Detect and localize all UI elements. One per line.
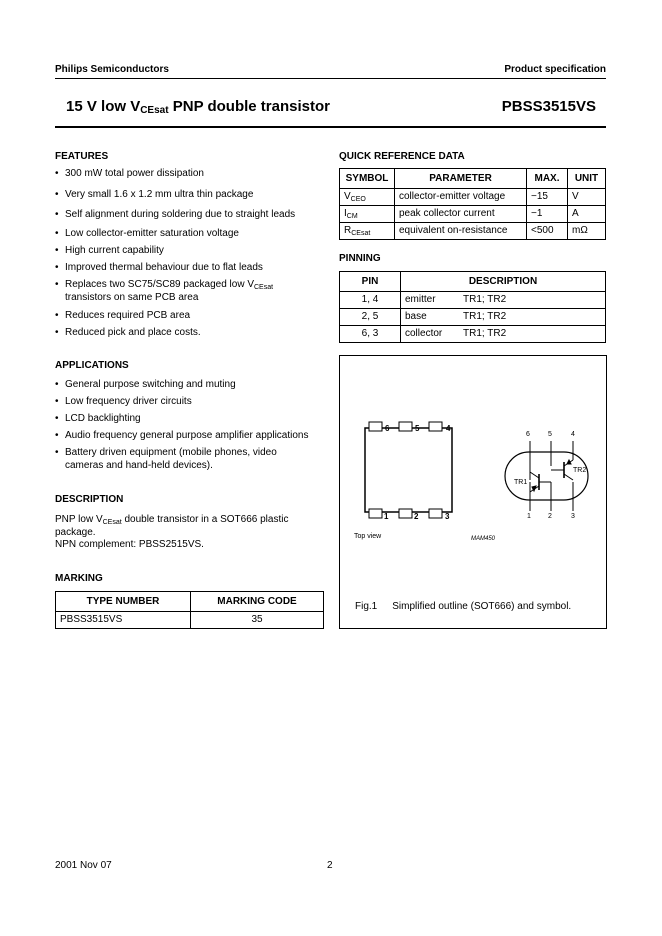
symbol-envelope — [505, 452, 588, 500]
table-row — [340, 326, 606, 343]
tr2-arrow — [567, 460, 571, 464]
symbol-pin-number: 6 — [526, 431, 530, 438]
transistor-cell: TR1; TR2 — [459, 326, 606, 343]
description-line: NPN complement: PBSS2515VS. — [55, 539, 204, 550]
tr1-label: TR1 — [514, 479, 528, 486]
symbol-cell — [340, 206, 395, 223]
pin-number: 1 — [384, 512, 389, 521]
caption-text: Simplified outline (SOT666) and symbol. — [392, 601, 572, 612]
parameter-cell: collector-emitter voltage — [395, 189, 527, 206]
drawing-code: MAM450 — [471, 536, 496, 542]
title-subscript: CEsat — [140, 105, 169, 116]
symbol-labels — [514, 431, 586, 520]
marking-heading: MARKING — [55, 573, 103, 584]
pin-pad — [369, 422, 382, 431]
footer-date: 2001 Nov 07 — [55, 860, 112, 871]
applications-heading: APPLICATIONS — [55, 360, 129, 371]
description-cell: collector — [401, 326, 460, 343]
list-item: • 300 mW total power dissipation — [55, 168, 204, 181]
quick-reference-heading: QUICK REFERENCE DATA — [339, 151, 465, 162]
pin-number: 6 — [385, 424, 390, 433]
symbol-cell — [340, 223, 395, 240]
description-subscript: CEsat — [102, 519, 122, 526]
symbol-pin-number: 2 — [548, 513, 552, 520]
pin-number: 3 — [445, 512, 450, 521]
parameter-cell: peak collector current — [395, 206, 527, 223]
table-header-row — [340, 169, 606, 189]
column-header: DESCRIPTION — [401, 272, 606, 292]
pinning-heading: PINNING — [339, 253, 381, 264]
pin-pad — [429, 422, 442, 431]
table-row — [340, 309, 606, 326]
column-header: TYPE NUMBER — [56, 592, 191, 612]
column-header: MAX. — [527, 169, 568, 189]
page-title — [66, 98, 330, 115]
symbol-pin-number: 4 — [571, 431, 575, 438]
package-outline — [354, 422, 496, 542]
symbol-letter: R — [344, 225, 352, 236]
figure-frame — [339, 355, 607, 629]
features-heading: FEATURES — [55, 151, 109, 162]
list-item: • Audio frequency general purpose amplifier applications — [55, 430, 308, 443]
symbol-subscript: CM — [346, 213, 358, 220]
table-header-row — [340, 272, 606, 292]
pin-cell: 6, 3 — [340, 326, 401, 343]
symbol-pin-number: 1 — [527, 513, 531, 520]
list-item: • Very small 1.6 x 1.2 mm ultra thin package — [55, 189, 253, 202]
table-row — [340, 223, 606, 240]
transistor-symbol — [505, 441, 588, 511]
symbol-pin-number: 5 — [548, 431, 552, 438]
column-header: SYMBOL — [340, 169, 395, 189]
description-cell: emitter — [401, 292, 460, 309]
document-type: Product specification — [504, 64, 606, 75]
list-item: • Low collector-emitter saturation voltage — [55, 228, 239, 241]
top-view-label: Top view — [354, 533, 382, 540]
unit-cell: V — [568, 189, 606, 206]
tr2-collector — [564, 474, 573, 480]
list-item: • Reduces required PCB area — [55, 310, 190, 323]
table-header-row — [56, 592, 324, 612]
symbol-subscript: CEO — [350, 196, 366, 203]
pinning-table — [339, 271, 606, 343]
column-header: MARKING CODE — [191, 592, 324, 612]
table-row — [56, 612, 324, 629]
company-name: Philips Semiconductors — [55, 64, 169, 75]
list-item: • LCD backlighting — [55, 413, 141, 426]
symbol-pin-number: 3 — [571, 513, 575, 520]
pin-pad — [399, 422, 412, 431]
unit-cell: A — [568, 206, 606, 223]
transistor-cell: TR1; TR2 — [459, 292, 606, 309]
symbol-cell — [340, 189, 395, 206]
pin-cell: 2, 5 — [340, 309, 401, 326]
marking-table — [55, 591, 324, 629]
table-cell: 35 — [191, 612, 324, 629]
max-cell: −15 — [527, 189, 568, 206]
description-text — [55, 514, 335, 552]
table-cell: PBSS3515VS — [56, 612, 191, 629]
description-heading: DESCRIPTION — [55, 494, 124, 505]
pin-cell: 1, 4 — [340, 292, 401, 309]
item-subscript: CEsat — [254, 284, 274, 291]
table-row — [340, 189, 606, 206]
tr1-collector — [530, 472, 539, 478]
description-line: PNP low V — [55, 514, 103, 525]
title-suffix: PNP double transistor — [168, 98, 330, 115]
symbol-letter: I — [344, 208, 347, 219]
max-cell: −1 — [527, 206, 568, 223]
list-item: • Reduced pick and place costs. — [55, 327, 201, 340]
list-item: • General purpose switching and muting — [55, 379, 236, 392]
item-text: Replaces two SC75/SC89 packaged low V — [65, 279, 254, 290]
unit-cell: mΩ — [568, 223, 606, 240]
pin-pad — [429, 509, 442, 518]
list-item: • Improved thermal behaviour due to flat leads — [55, 262, 263, 275]
outline-and-symbol-diagram — [340, 356, 606, 628]
figure-caption — [355, 601, 571, 614]
list-item: • Self alignment during soldering due to straight leads — [55, 209, 295, 222]
pin-number: 4 — [446, 424, 451, 433]
parameter-cell: equivalent on-resistance — [395, 223, 527, 240]
column-header: PIN — [340, 272, 401, 292]
description-cell: base — [401, 309, 460, 326]
list-item: • Low frequency driver circuits — [55, 396, 192, 409]
description-line: double transistor in a SOT666 plastic — [121, 514, 289, 525]
item-text: Battery driven equipment (mobile phones, video — [65, 447, 277, 458]
symbol-subscript: CEsat — [351, 230, 371, 237]
table-row — [340, 292, 606, 309]
list-item: • High current capability — [55, 245, 164, 258]
pin-number: 5 — [415, 424, 420, 433]
item-text-continued: transistors on same PCB area — [65, 291, 199, 303]
page-number: 2 — [327, 860, 333, 871]
caption-label: Fig.1 — [355, 601, 378, 612]
transistor-cell: TR1; TR2 — [459, 309, 606, 326]
item-text-continued: cameras and hand-held devices). — [65, 459, 213, 471]
quick-reference-table — [339, 168, 606, 240]
list-item — [55, 447, 277, 472]
column-header: PARAMETER — [395, 169, 527, 189]
title-rule — [55, 126, 606, 128]
symbol-letter: V — [344, 191, 351, 202]
header-rule — [55, 78, 606, 79]
pin-number: 2 — [414, 512, 419, 521]
pin-pad — [399, 509, 412, 518]
title-prefix: 15 V low V — [66, 98, 141, 115]
tr2-label: TR2 — [573, 467, 587, 474]
description-line: package. — [55, 526, 96, 538]
list-item — [55, 279, 273, 304]
pin-pad — [369, 509, 382, 518]
table-row — [340, 206, 606, 223]
max-cell: <500 — [527, 223, 568, 240]
package-body — [365, 428, 452, 512]
part-number: PBSS3515VS — [501, 98, 596, 115]
column-header: UNIT — [568, 169, 606, 189]
